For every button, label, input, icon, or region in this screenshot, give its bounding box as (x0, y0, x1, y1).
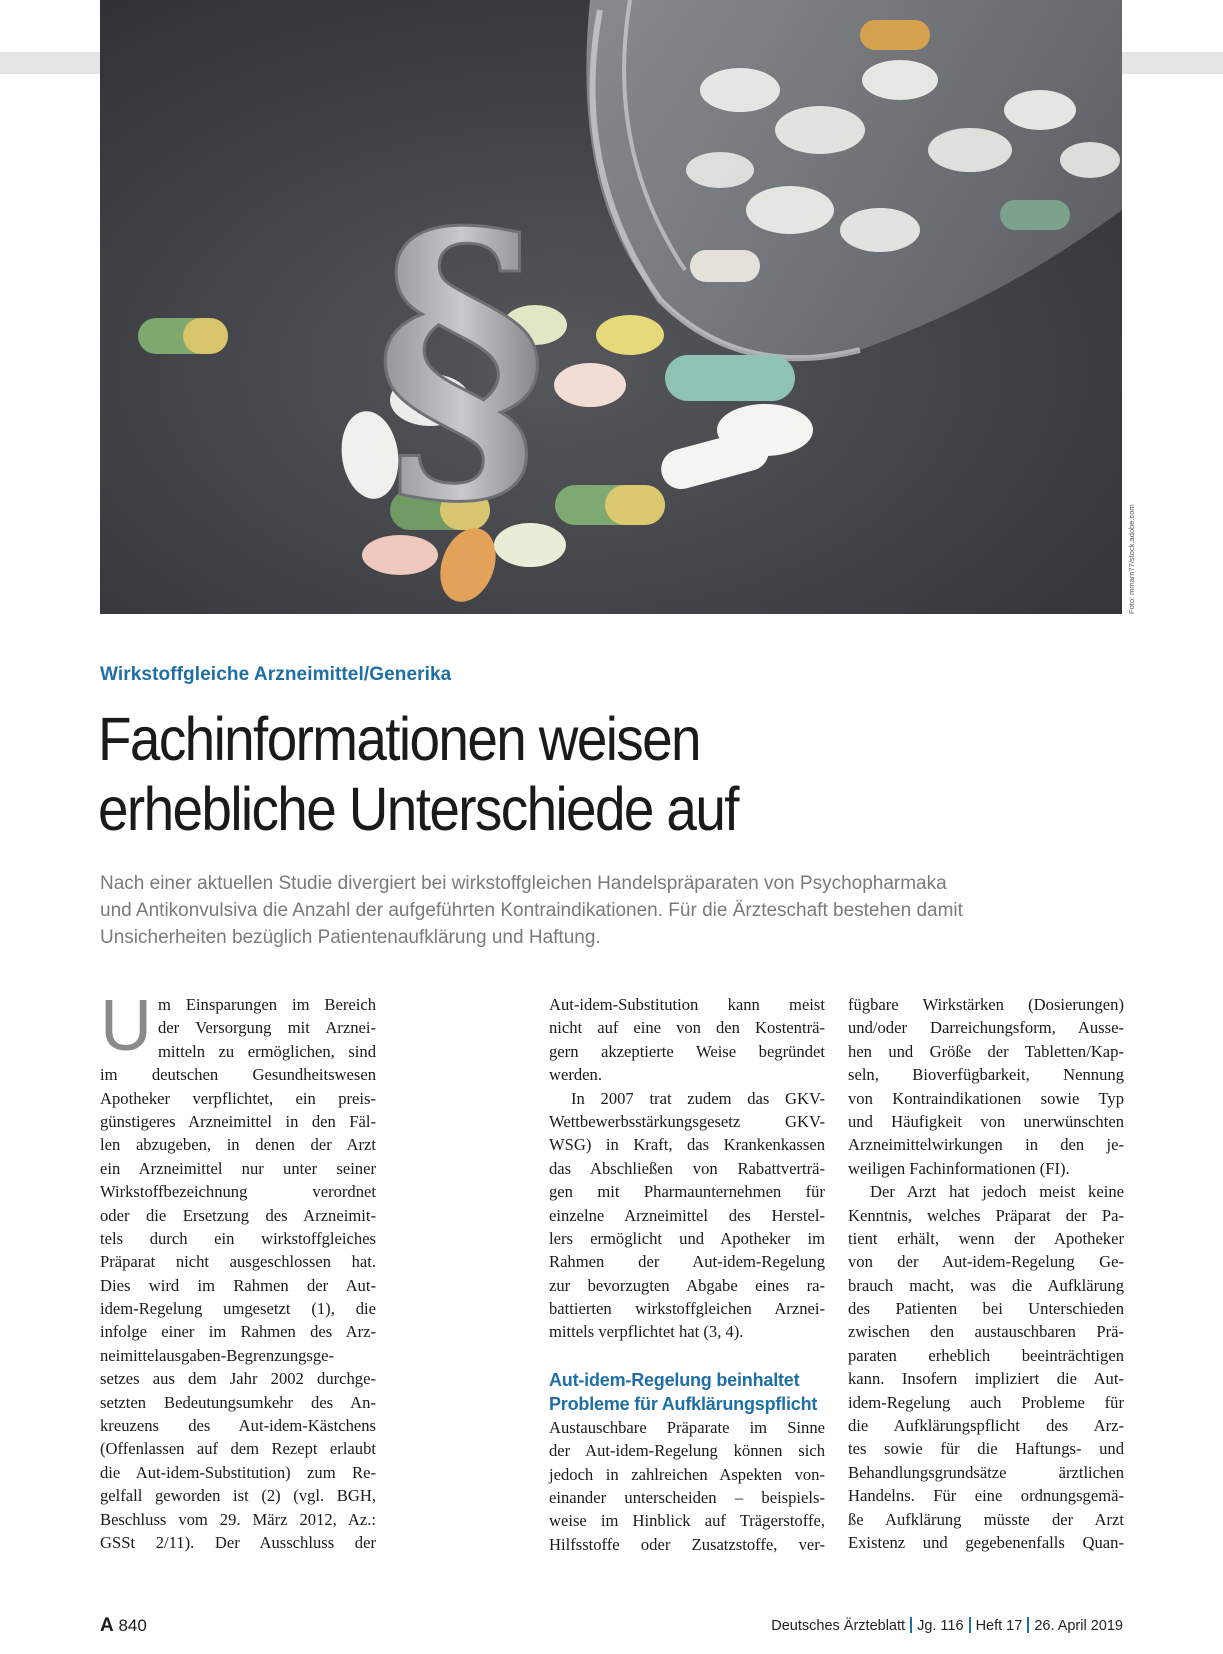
text-line: jedoch in zahlreichen Aspekten von- (549, 1464, 825, 1484)
text-line: tient erhält, wenn der Apotheker (848, 1228, 1124, 1248)
separator (969, 1617, 971, 1633)
text-line: Existenz und gegebenenfalls Quan- (848, 1532, 1124, 1552)
text-line: der Versorgung mit Arznei- (158, 1018, 376, 1038)
section-subheading: Probleme für Aufklärungspflicht (549, 1393, 818, 1414)
text-line: Wettbewerbsstärkungsgesetz GKV- (549, 1111, 825, 1131)
text-line: weise im Hinblick auf Trägerstoffe, (549, 1511, 825, 1531)
text-line: infolge einer im Rahmen des Arz- (100, 1322, 376, 1342)
text-line: Präparat nicht ausgeschlossen hat. (100, 1252, 376, 1272)
lead-line: Unsicherheiten bezüglich Patientenaufklärung und Haftung. (100, 927, 601, 948)
text-line: gen mit Pharmaunternehmen für (549, 1182, 825, 1202)
text-line: Aut-idem-Substitution kann meist (549, 995, 825, 1014)
text-line: kreuzens des Aut-idem-Kästchens (100, 1416, 376, 1436)
text-line: ße Aufklärung müsste der Arzt (848, 1509, 1124, 1529)
text-line: Arzneimittelwirkungen in den je- (848, 1135, 1124, 1155)
text-line: lers ermöglicht und Apotheker im (549, 1228, 825, 1248)
text-line: Der Arzt hat jedoch meist keine (870, 1182, 1124, 1202)
photo-credit: Foto: mmarn77/stock.adobe.com (1127, 504, 1136, 614)
top-margin-bar-left (0, 52, 100, 74)
text-line: zur bevorzugten Abgabe eines ra- (549, 1275, 825, 1295)
text-column-1 (100, 986, 376, 1554)
text-line: günstigeres Arzneimittel in den Fäl- (100, 1111, 376, 1131)
text-line: einander unterscheiden – beispiels- (549, 1488, 825, 1508)
text-line: gern akzeptierte Weise begründet (549, 1041, 825, 1061)
text-line: tels durch ein wirkstoffgleiches (100, 1228, 376, 1248)
text-line: battierten wirkstoffgleichen Arznei- (549, 1299, 825, 1319)
journal-name: Deutsches Ärzteblatt (771, 1618, 906, 1634)
text-line: setzes aus dem Jahr 2002 durchge- (100, 1369, 376, 1389)
text-line: Hilfsstoffe oder Zusatzstoffe, ver- (549, 1534, 825, 1554)
text-line: das Abschließen von Rabattverträ- (549, 1158, 825, 1178)
journal-issue: Heft 17 (975, 1618, 1023, 1634)
text-line: neimittelausgaben-Begrenzungsge- (100, 1345, 335, 1365)
text-line: tes sowie für die Haftungs- und (848, 1439, 1124, 1459)
text-line: Behandlungsgrundsätze ärztlichen (848, 1462, 1124, 1482)
text-line: Beschluss vom 29. März 2012, Az.: (100, 1509, 376, 1529)
text-line: (Offenlassen auf dem Rezept erlaubt (100, 1439, 376, 1459)
text-line: die Aut-idem-Substitution) zum Re- (100, 1462, 376, 1482)
svg-text:§: § (375, 160, 548, 548)
text-line: m Einsparungen im Bereich (158, 995, 376, 1014)
journal-date: 26. April 2019 (1034, 1618, 1123, 1634)
text-line: Dies wird im Rahmen der Aut- (100, 1275, 376, 1295)
text-line: kann. Insofern impliziert die Aut- (848, 1369, 1124, 1389)
text-column-2 (549, 993, 825, 1556)
article-kicker: Wirkstoffgleiche Arzneimittel/Generika (100, 664, 452, 685)
drop-cap: U (100, 986, 152, 1066)
text-line: brauch macht, was die Aufklärung (848, 1275, 1124, 1295)
spacer (549, 1344, 825, 1368)
text-line: oder die Ersetzung des Arzneimit- (100, 1205, 376, 1225)
text-line: der Aut-idem-Regelung können sich (549, 1441, 825, 1461)
text-line: ein Arzneimittel nur unter seiner (100, 1158, 376, 1178)
headline-line: erhebliche Unterschiede auf (98, 775, 738, 843)
text-line: WSG) in Kraft, das Krankenkassen (549, 1135, 825, 1155)
lead-line: Nach einer aktuellen Studie divergiert bei wirkstoffgleichen Handelspräparaten von Psychopharmaka (100, 873, 947, 894)
text-line: setzten Bedeutungsumkehr des An- (100, 1392, 376, 1412)
text-line: die Aufklärungspflicht des Arz- (848, 1416, 1124, 1436)
text-line: Apotheker verpflichtet, ein preis- (100, 1088, 376, 1108)
text-line: seln, Bioverfügbarkeit, Nennung (848, 1065, 1124, 1085)
text-line: Handelns. Für eine ordnungsgemä- (848, 1486, 1124, 1506)
article-lead (100, 870, 1110, 951)
text-line: Wirkstoffbezeichnung verordnet (100, 1182, 376, 1202)
text-line: mittels verpflichtet hat (3, 4). (549, 1322, 744, 1342)
separator (1027, 1617, 1029, 1633)
text-line: weiligen Fachinformationen (FI). (848, 1158, 1070, 1178)
text-line: idem-Regelung umgesetzt (1), die (100, 1299, 376, 1319)
text-line: des Patienten bei Unterschieden (848, 1299, 1124, 1319)
page-number-value: 840 (118, 1616, 147, 1635)
text-line: und/oder Darreichungsform, Ausse- (848, 1018, 1124, 1038)
text-line: GSSt 2/11). Der Ausschluss der (100, 1532, 376, 1552)
text-line: len abzugeben, in denen der Arzt (100, 1135, 376, 1155)
hero-photo (100, 0, 1122, 614)
text-line: hen und Größe der Tabletten/Kap- (848, 1041, 1124, 1061)
text-line: gelfall geworden ist (2) (vgl. BGH, (100, 1486, 376, 1506)
article-headline (98, 704, 1098, 844)
section-subheading: Aut-idem-Regelung beinhaltet (549, 1369, 800, 1390)
text-line: Rahmen der Aut-idem-Regelung (549, 1252, 825, 1272)
headline-line: Fachinformationen weisen (98, 705, 700, 773)
journal-volume: Jg. 116 (917, 1618, 964, 1634)
text-line: und Häufigkeit von unerwünschten (848, 1111, 1124, 1131)
separator (910, 1617, 912, 1633)
text-line: mitteln zu ermöglichen, sind (158, 1041, 376, 1061)
text-line: von Kontraindikationen sowie Typ (848, 1088, 1124, 1108)
lead-line: und Antikonvulsiva die Anzahl der aufgeführten Kontraindikationen. Für die Ärzteschaft bestehen damit (100, 900, 963, 921)
text-line: paraten erheblich beeinträchtigen (848, 1345, 1124, 1365)
text-line: zwischen den austauschbaren Prä- (848, 1322, 1124, 1342)
text-line: einzelne Arzneimittel des Herstel- (549, 1205, 825, 1225)
text-line: im deutschen Gesundheitswesen (100, 1065, 376, 1085)
text-line: werden. (549, 1065, 602, 1085)
text-line: Kenntnis, welches Präparat der Pa- (848, 1205, 1124, 1225)
text-line: von der Aut-idem-Regelung Ge- (848, 1252, 1124, 1272)
text-line: In 2007 trat zudem das GKV- (571, 1088, 825, 1108)
page-prefix: A (100, 1615, 114, 1636)
text-column-3 (848, 993, 1124, 1554)
text-line: idem-Regelung auch Probleme für (848, 1392, 1124, 1412)
top-margin-bar-right (1122, 52, 1223, 74)
text-line: fügbare Wirkstärken (Dosierungen) (848, 995, 1124, 1014)
pills-and-paragraph-sign-illustration (100, 0, 1122, 614)
page-number (100, 1615, 147, 1637)
journal-info (771, 1617, 1123, 1634)
text-line: nicht auf eine von den Kostenträ- (549, 1018, 825, 1038)
text-line: Austauschbare Präparate im Sinne (549, 1417, 825, 1437)
